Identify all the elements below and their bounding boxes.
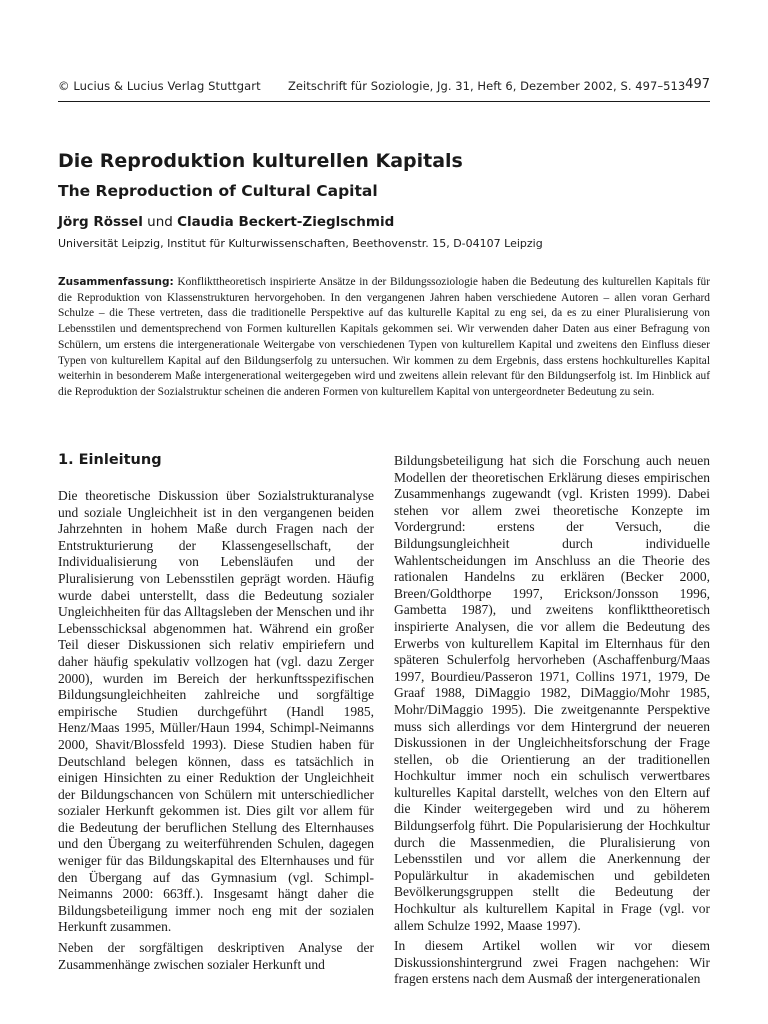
body-column-left [58,488,374,977]
publisher-line: © Lucius & Lucius Verlag Stuttgart [58,79,261,93]
section-heading: 1. Einleitung [58,452,162,468]
body-paragraph: In diesem Artikel wollen wir vor diesem Diskussionshintergrund zwei Fragen nachgehen: Wir fragen erstens nach dem Ausmaß der intergenerationalen [394,938,710,987]
running-head [58,77,710,97]
author-line [58,214,394,230]
abstract-text: Konflikttheoretisch inspirierte Ansätze in der Bildungssoziologie haben die Bedeutung des kulturellen Kapitals für die Reproduktion von Klassenstrukturen hervorgehoben. In den vergangenen Jahren haben verschiedene Autoren – allen voran Gerhard Schulze – die These vertreten, dass die traditionelle Perspektive auf das kulturelle Kapital zu eng sei, da es zu einer Pluralisierung von Lebensstilen und dementsprechend von Formen kulturellen Kapitals gekommen sei. Wir verwenden daher Daten aus einer Befragung von Schülern, um erstens die intergenerationale Weitergabe von verschiedenen Typen von kulturellem Kapital und zweitens den Einfluss dieser Typen von kulturellem Kapital auf den Bildungserfolg zu untersuchen. Wir kommen zu dem Ergebnis, dass erstens hochkulturelles Kapital weiterhin in besonderem Maße intergenerational weitergegeben wird und zweitens allein relevant für den Bildungserfolg ist. Im Hinblick auf die Reproduktion der Sozialstruktur scheinen die anderen Formen von kulturellem Kapital von untergeordneter Bedeutung zu sein. [58,276,710,398]
author-name: Claudia Beckert-Zieglschmid [177,214,395,230]
abstract-label: Zusammenfassung: [58,276,174,288]
abstract [58,275,710,401]
affiliation: Universität Leipzig, Institut für Kulturwissenschaften, Beethovenstr. 15, D-04107 Leipzig [58,237,543,250]
author-connector: und [142,214,178,230]
body-paragraph: Neben der sorgfältigen deskriptiven Analyse der Zusammenhänge zwischen sozialer Herkunft und [58,940,374,972]
article-title: Die Reproduktion kulturellen Kapitals [58,150,463,172]
journal-citation: Zeitschrift für Soziologie, Jg. 31, Heft 6, Dezember 2002, S. 497–513 [288,79,686,93]
author-name: Jörg Rössel [58,214,143,230]
page-number: 497 [685,77,710,92]
article-subtitle: The Reproduction of Cultural Capital [58,182,378,200]
body-paragraph: Bildungsbeteiligung hat sich die Forschung auch neuen Modellen der theoretischen Erklärung dieses empirischen Zusammenhangs zugewandt (vgl. Kristen 1999). Dabei stehen vor allem zwei theoretische Konzepte im Vordergrund: erstens der Versuch, die Bildungsungleichheit durch individuelle Wahlentscheidungen im Anschluss an die Theorie des rationalen Handelns zu erklären (Becker 2000, Breen/Goldthorpe 1997, Erickson/Jonsson 1996, Gambetta 1987), und zweitens konflikttheoretisch inspirierte Analysen, die vor allem die Bedeutung des Erwerbs von kulturellem Kapital im Elternhaus für den späteren Schulerfolg hervorheben (Aschaffenburg/Maas 1997, Bourdieu/Passeron 1971, Collins 1971, 1979, De Graaf 1988, DiMaggio 1982, DiMaggio/Mohr 1985, Mohr/DiMaggio 1995). Die zweitgenannte Perspektive muss sich allerdings vor dem Hintergrund der neueren Diskussionen in der Ungleichheitsforschung der Frage stellen, ob die Orientierung an der traditionellen Hochkultur immer noch ein schulisch verwertbares kulturelles Kapital darstellt, welches von den Eltern auf die Kinder weitergegeben wird und zu höherem Bildungserfolg führt. Die Popularisierung der Hochkultur durch die Massenmedien, die Pluralisierung von Lebensstilen und vor allem die Anerkennung der Populärkultur in akademischen und gebildeten Bevölkerungsgruppen stellt die Bedeutung der Hochkultur als kulturellem Kapital in Frage (vgl. vor allem Schulze 1992, Maase 1997). [394,453,710,933]
body-paragraph: Die theoretische Diskussion über Sozialstrukturanalyse und soziale Ungleichheit ist in den vergangenen beiden Jahrzehnten in hohem Maße durch Fragen nach der Entstrukturierung der Klassengesellschaft, der Individualisierung von Lebensläufen und der Pluralisierung von Lebensstilen geprägt worden. Häufig wurde dabei unterstellt, dass die Bedeutung sozialer Ungleichheiten für das Alltagsleben der Menschen und ihr Lebensschicksal abgenommen hat. Während ein großer Teil dieser Diskussionen sich relativ empiriefern und daher häufig spekulativ vollzogen hat (vgl. dazu Zerger 2000), wurden im Bereich der herkunftsspezifischen Bildungsungleichheiten zahlreiche und sorgfältige empirische Studien durchgeführt (Handl 1985, Henz/Maas 1995, Müller/Haun 1994, Schimpl-Neimanns 2000, Shavit/Blossfeld 1993). Diese Studien haben für Deutschland belegen können, dass es tatsächlich in einigen Hinsichten zu einer Reduktion der Ungleichheit der Bildungschancen von Schülern mit unterschiedlicher sozialer Herkunft gekommen ist. Dies gilt vor allem für die Bedeutung der beruflichen Stellung des Elternhauses und den Übergang zu weiterführenden Schulen, dagegen weniger für das Bildungskapital des Elternhauses und für den Übergang auf das Gymnasium (vgl. Schimpl-Neimanns 2000: 663ff.). Insgesamt hängt daher die Bildungsbeteiligung immer noch eng mit der sozialen Herkunft zusammen. [58,488,374,935]
header-rule [58,101,710,102]
body-column-right [394,453,710,992]
